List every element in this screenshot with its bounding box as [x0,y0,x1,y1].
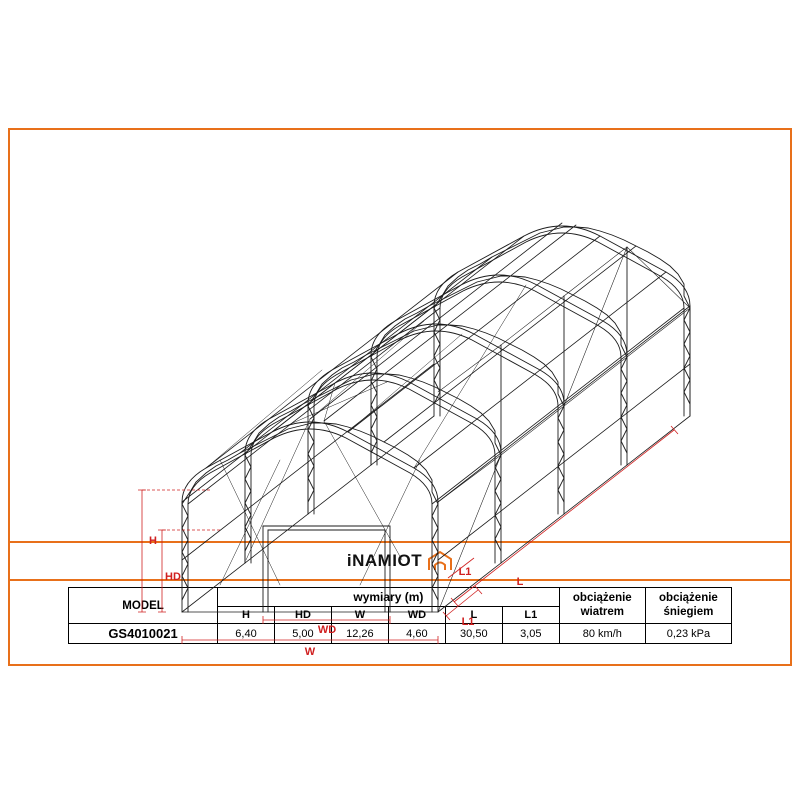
model-value: GS4010021 [69,624,218,644]
brand-name [347,551,422,571]
logo-band [10,543,790,581]
dim-header-h: H [218,607,275,624]
value-wind: 80 km/h [559,624,645,644]
spec-table-wrap [10,581,790,664]
house-arch-icon [427,550,453,572]
table-row-values [69,624,732,644]
drawing-sheet [8,128,792,666]
value-w: 12,26 [331,624,388,644]
label-l1-secondary: L1 [458,566,472,578]
dim-header-l1: L1 [502,607,559,624]
value-wd: 4,60 [388,624,445,644]
dim-header-w: W [331,607,388,624]
table-row-headers [69,588,732,607]
label-hd: HD [165,571,181,583]
header-dimensions: wymiary (m) [218,588,560,607]
header-model: MODEL [69,588,218,624]
label-l1: L1 [461,616,475,628]
brand-initial: i [346,551,353,570]
frame-4 [371,275,627,465]
header-snow [645,588,731,624]
value-snow: 0,23 kPa [645,624,731,644]
label-w: W [304,646,316,658]
spec-table [68,587,732,644]
frame-rear [434,226,690,416]
value-l: 30,50 [445,624,502,644]
label-h: H [149,535,157,547]
label-wd: WD [317,624,337,636]
dim-header-hd: HD [274,607,331,624]
header-snow-line1: obciążenie [659,592,718,605]
value-l1: 3,05 [502,624,559,644]
dim-header-wd: WD [388,607,445,624]
header-wind-line1: obciążenie [572,592,632,605]
label-l: L [516,576,524,588]
header-snow-line2: śniegiem [663,605,714,618]
header-wind [559,588,645,624]
header-wind-line2: wiatrem [580,605,625,618]
dim-header-l: L [445,607,502,624]
brand-main: NAMIOT [352,551,423,570]
value-h: 6,40 [218,624,275,644]
value-hd: 5,00 [274,624,331,644]
